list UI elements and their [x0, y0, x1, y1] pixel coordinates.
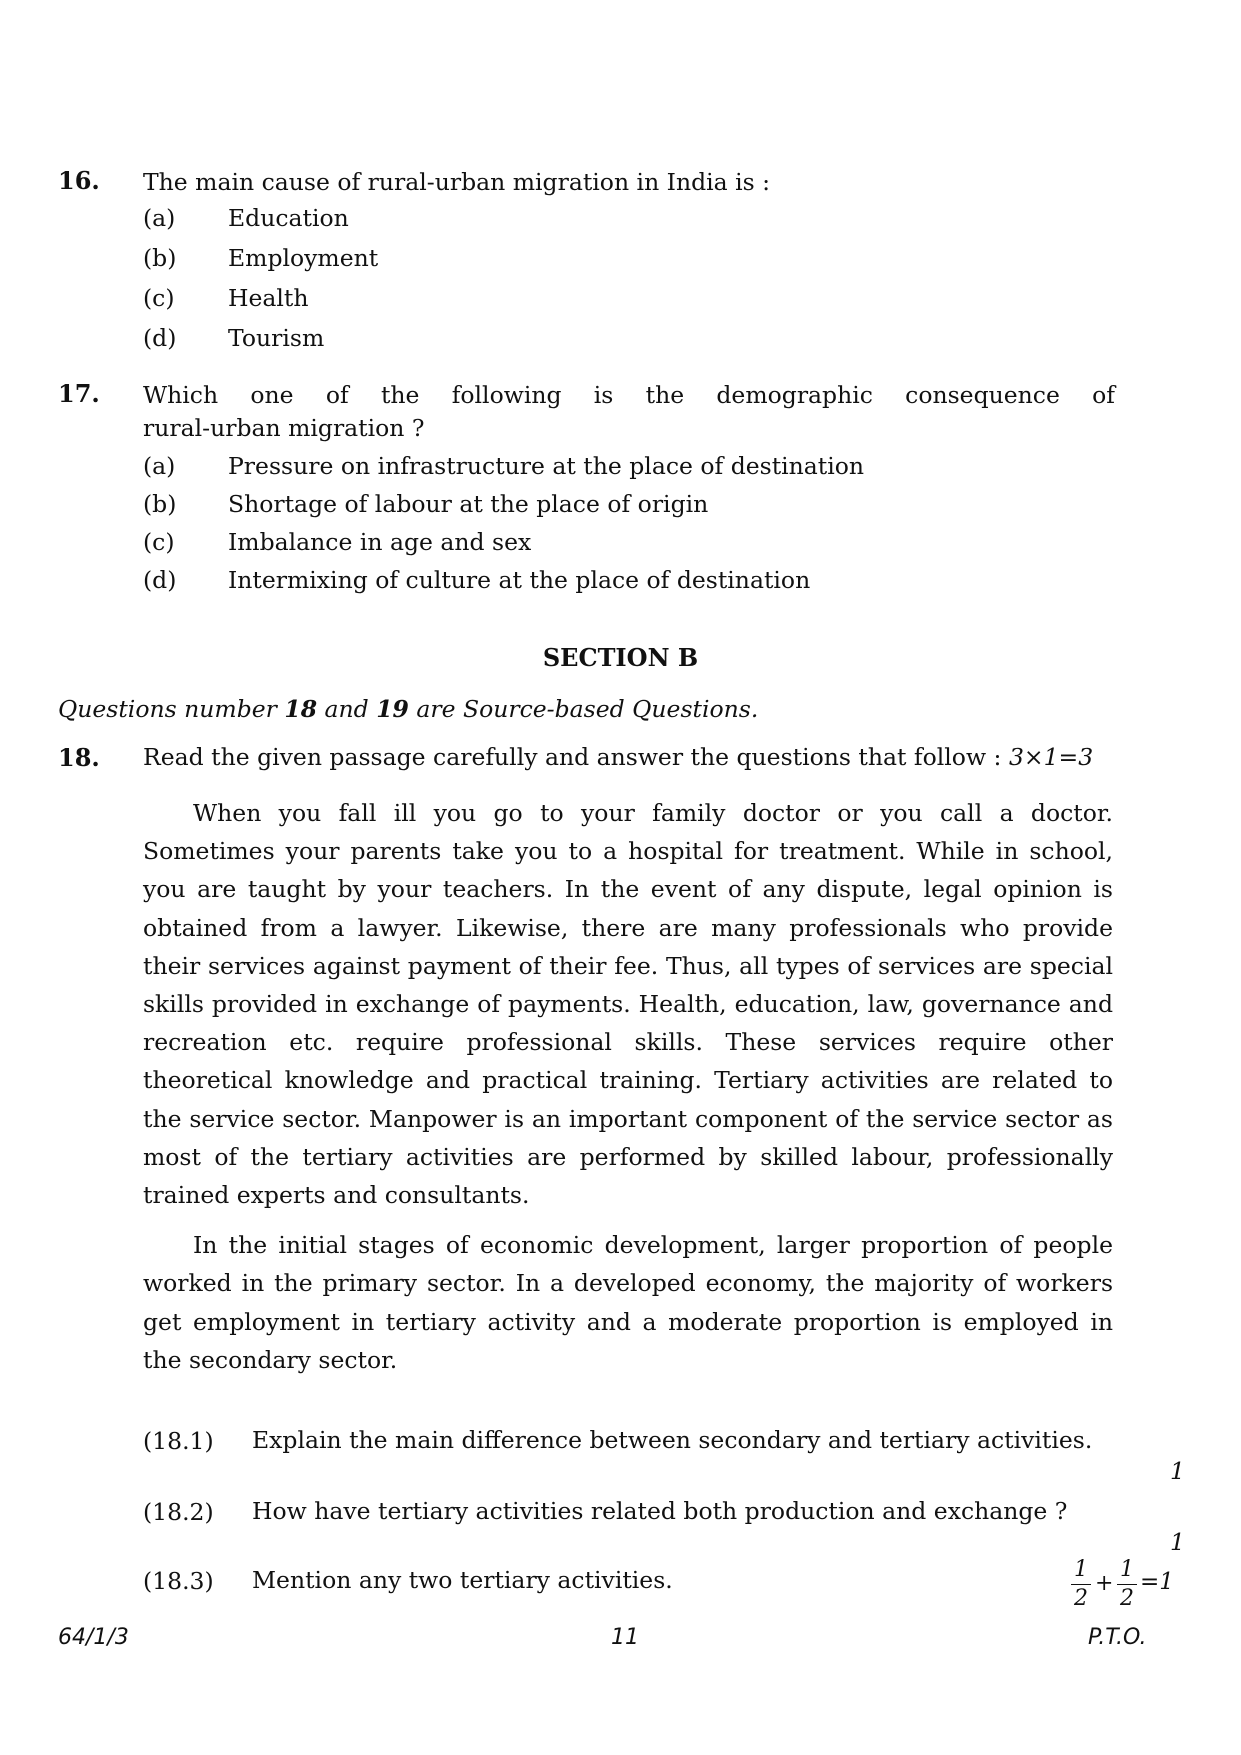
question-text — [143, 743, 1093, 771]
option-d — [143, 566, 810, 594]
option-text: Tourism — [228, 324, 325, 352]
option-c — [143, 284, 309, 312]
option-text: Shortage of labour at the place of origin — [228, 490, 709, 518]
option-label: (d) — [143, 324, 177, 352]
question-prompt: Read the given passage carefully and answer the questions that follow : — [143, 743, 1002, 771]
fraction-denominator: 2 — [1074, 1586, 1088, 1611]
fraction-half — [1071, 1556, 1091, 1613]
question-number: 17. — [58, 379, 100, 408]
marks: 1 — [1170, 1457, 1185, 1485]
section-title: SECTION B — [542, 643, 699, 672]
please-turn-over: P.T.O. — [1088, 1625, 1147, 1650]
subquestion-label: (18.2) — [143, 1498, 214, 1526]
instruction-q19: 19 — [376, 695, 409, 723]
option-label: (c) — [143, 528, 175, 556]
subquestion-text: How have tertiary activities related both production and exchange ? — [252, 1497, 1068, 1525]
option-text: Pressure on infrastructure at the place of destination — [228, 452, 865, 480]
option-a — [143, 452, 864, 480]
option-label: (a) — [143, 204, 176, 232]
option-text: Education — [228, 204, 349, 232]
subquestion-label: (18.1) — [143, 1427, 214, 1455]
option-b — [143, 490, 708, 518]
instruction-text: are Source-based Questions. — [408, 695, 759, 723]
option-label: (b) — [143, 490, 177, 518]
option-text: Health — [228, 284, 309, 312]
option-b — [143, 244, 378, 272]
page-number: 11 — [611, 1625, 639, 1650]
option-text: Intermixing of culture at the place of destination — [228, 566, 811, 594]
fraction-numerator: 1 — [1117, 1556, 1137, 1585]
fraction-half — [1117, 1556, 1137, 1613]
fraction-numerator: 1 — [1071, 1556, 1091, 1585]
subquestion-label: (18.3) — [143, 1567, 214, 1595]
subquestion-text: Explain the main difference between secondary and tertiary activities. — [252, 1426, 1093, 1454]
option-a — [143, 204, 349, 232]
option-text: Employment — [228, 244, 379, 272]
option-d — [143, 324, 324, 352]
passage-paragraph-2: In the initial stages of economic development, larger proportion of people worked in the primary sector. In a developed economy, the majority of workers get employment in tertiary activity and a moderate proportion is employed in the secondary sector. — [143, 1231, 1113, 1374]
paper-code: 64/1/3 — [58, 1625, 129, 1650]
section-instruction — [58, 695, 758, 723]
instruction-q18: 18 — [284, 695, 318, 723]
question-text-line1: Which one of the following is the demographic consequence of — [143, 381, 1115, 409]
marks: 1 — [1170, 1528, 1185, 1556]
fraction-denominator: 2 — [1120, 1586, 1134, 1611]
instruction-text: and — [317, 695, 377, 723]
question-number: 16. — [58, 166, 100, 195]
plus-sign: + — [1095, 1571, 1114, 1596]
option-label: (c) — [143, 284, 175, 312]
option-label: (b) — [143, 244, 177, 272]
passage — [143, 794, 1113, 1379]
instruction-text: Questions number — [58, 695, 285, 723]
question-text: The main cause of rural-urban migration in India is : — [143, 168, 771, 196]
option-label: (a) — [143, 452, 176, 480]
marks-result: =1 — [1140, 1569, 1174, 1595]
option-text: Imbalance in age and sex — [228, 528, 532, 556]
question-text-line2: rural-urban migration ? — [143, 414, 425, 442]
subquestion-text: Mention any two tertiary activities. — [252, 1566, 673, 1594]
option-c — [143, 528, 531, 556]
question-number: 18. — [58, 743, 100, 772]
marks: 3×1=3 — [1008, 743, 1094, 771]
option-label: (d) — [143, 566, 177, 594]
passage-paragraph-1: When you fall ill you go to your family doctor or you call a doctor. Sometimes your parents take you to a hospital for treatment. While in school, you are taught by your teachers. In the event of any dispute, legal opinion is obtained from a lawyer. Likewise, there are many professionals who provide their services against payment of their fee. Thus, all types of services are special skills provided in exchange of payments. Health, education, law, governance and recreation etc. require professional skills. These services require other theoretical knowledge and practical training. Tertiary activities are related to the service sector. Manpower is an important component of the service sector as most of the tertiary activities are performed by skilled labour, professionally trained experts and consultants. — [143, 799, 1113, 1210]
